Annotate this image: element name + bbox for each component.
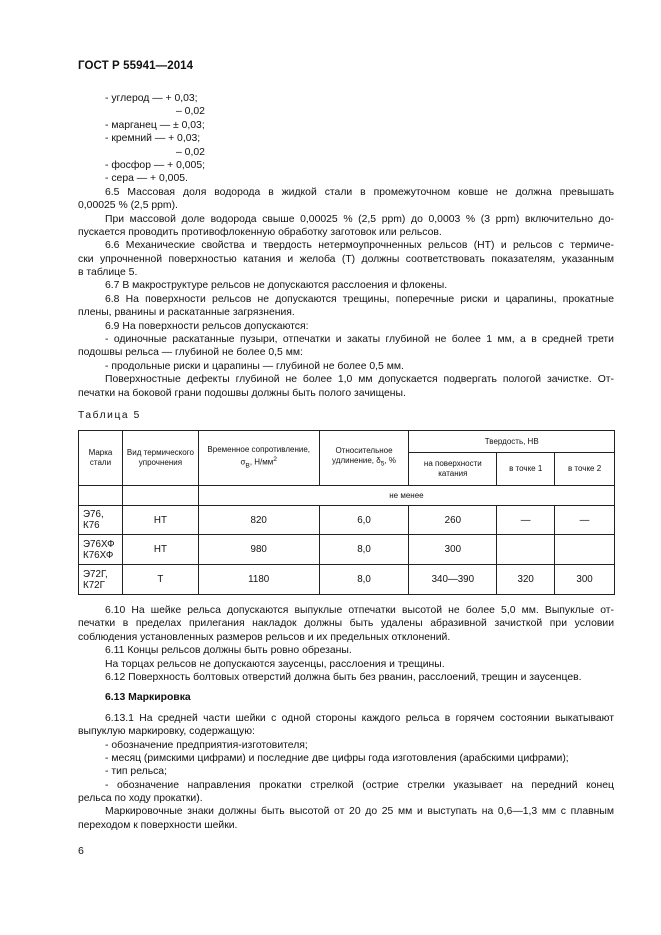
table-row [79, 506, 615, 535]
text-line: - фосфор — + 0,005; [105, 159, 205, 171]
text-line: На торцах рельсов не допускаются заусенцы, расслоения и трещины. [105, 658, 445, 670]
list-item: - обозначение направления прокатки стрелкой (острие стрелки указывает на передний конец [105, 779, 614, 791]
text-line: пускается проводить противофлокенную обработку заготовок или рельсов. [78, 226, 442, 238]
cell-strength: 980 [198, 535, 319, 565]
text-line: - продольные риски и царапины — глубиной не более 0,5 мм. [105, 360, 404, 372]
header-surface: на поверхности катания [409, 453, 497, 486]
header-strength: Временное сопротивление, $\sigma_В$, $Н/мм^2$ [198, 431, 319, 486]
paragraph-6-8: 6.8 На поверхности рельсов не допускаются трещины, поперечные риски и царапины, прокатные [105, 293, 614, 305]
text-line: рельса по ходу прокатки). [78, 793, 203, 805]
paragraph-6-12: 6.12 Поверхность болтовых отверстий должна быть без рванин, расслоений, трещин и заусенцев. [105, 671, 582, 683]
text-line: переходом к поверхности шейки. [78, 819, 238, 831]
cell-surface: 340—390 [409, 565, 497, 595]
text-line: печатки на боковой грани подошвы должны быть полого зачищены. [78, 387, 406, 399]
paragraph-6-6: 6.6 Механические свойства и твердость нетермоупрочненных рельсов (НТ) и рельсов с термиче- [105, 240, 614, 252]
paragraph-6-13-1: 6.13.1 На средней части шейки с одной стороны каждого рельса в горячем состоянии выкатывают [105, 712, 614, 724]
cell-point-1: — [497, 506, 555, 535]
table-row [79, 535, 615, 565]
table-row [79, 565, 615, 595]
section-title-6-13: 6.13 Маркировка [105, 692, 191, 704]
header-point-2: в точке 2 [555, 453, 615, 486]
header-not-less: не менее [198, 486, 614, 506]
text-line: плены, рванины и раскатанные загрязнения. [78, 307, 295, 319]
text-line: Поверхностные дефекты глубиной не более 1,0 мм допускается подвергать пологой зачистке. От- [105, 374, 614, 386]
text-line: - кремний — + 0,03; [105, 133, 201, 145]
header-point-1: в точке 1 [497, 453, 555, 486]
document-header: ГОСТ Р 55941—2014 [78, 60, 194, 72]
page-number: 6 [78, 845, 84, 857]
cell-point-1: 320 [497, 565, 555, 595]
text-line: – 0,02 [176, 106, 205, 118]
cell-elongation: 6,0 [319, 506, 409, 535]
list-item: - обозначение предприятия-изготовителя; [105, 739, 308, 751]
text-line: подошвы рельса — глубиной не более 0,5 мм: [78, 347, 303, 359]
cell-point-2: 300 [555, 565, 615, 595]
cell-treatment: НТ [122, 535, 198, 565]
header-treatment: Вид термического упрочнения [122, 431, 198, 486]
text-line: соблюдения установленных размеров рельсов и их предельных отклонений. [78, 631, 451, 643]
text-line: Маркировочные знаки должны быть высотой от 20 до 25 мм и выступать на 0,6—1,3 мм с плавным [105, 806, 614, 818]
cell-surface: 260 [409, 506, 497, 535]
cell-point-2: — [555, 506, 615, 535]
header-hardness: Твердость, НВ [409, 431, 615, 453]
text-line: выпуклую маркировку, содержащую: [78, 726, 255, 738]
paragraph-6-10: 6.10 На шейке рельса допускаются выпуклые отпечатки высотой не более 5,0 мм. Выпуклые от- [105, 605, 614, 616]
cell-elongation: 8,0 [319, 565, 409, 595]
cell-grade: Э76, К76 [79, 506, 123, 535]
header-grade: Марка стали [79, 431, 123, 486]
cell-grade: Э72Г, К72Г [79, 565, 123, 595]
text-line: 0,00025 % (2,5 ppm). [78, 200, 178, 212]
cell-strength: 820 [198, 506, 319, 535]
paragraph-6-7: 6.7 В макроструктуре рельсов не допускаются расслоения и флокены. [105, 280, 448, 292]
cell-elongation: 8,0 [319, 535, 409, 565]
cell-point-1 [497, 535, 555, 565]
text-line: ски упрочненной поверхностью катания и желоба (Т) должны соответствовать показателям, указанным [78, 253, 614, 265]
table-5 [78, 430, 615, 595]
text-line: - сера — + 0,005. [105, 173, 188, 185]
cell-strength: 1180 [198, 565, 319, 595]
paragraph-6-9: 6.9 На поверхности рельсов допускаются: [105, 320, 309, 332]
paragraph-6-5: 6.5 Массовая доля водорода в жидкой стали в промежуточном ковше не должна превышать [105, 186, 614, 198]
list-item: - месяц (римскими цифрами) и последние две цифры года изготовления (арабскими цифрами); [105, 752, 569, 764]
text-block-top [78, 92, 614, 400]
cell-treatment: Т [122, 565, 198, 595]
cell-surface: 300 [409, 535, 497, 565]
text-block-bottom [78, 604, 614, 832]
text-line: – 0,02 [176, 146, 205, 158]
paragraph-6-11: 6.11 Концы рельсов должны быть ровно обрезаны. [105, 645, 352, 657]
text-line: При массовой доле водорода свыше 0,00025 % (2,5 ppm) до 0,0003 % (3 ppm) включительно до- [105, 213, 614, 225]
text-line: - углерод — + 0,03; [105, 93, 198, 104]
list-item: - тип рельса; [105, 766, 167, 778]
text-line: в таблице 5. [78, 267, 138, 279]
header-elongation: Относительное удлинение, $\delta_5$, % [319, 431, 409, 486]
table-caption: Таблица 5 [78, 410, 141, 421]
text-line: - марганец — ± 0,03; [105, 119, 205, 131]
text-line: печатки в пределах прилегания накладок должны быть удалены абразивной зачисткой при условии [78, 618, 614, 630]
cell-point-2 [555, 535, 615, 565]
cell-grade: Э76ХФ К76ХФ [79, 535, 123, 565]
cell-treatment: НТ [122, 506, 198, 535]
text-line: - одиночные раскатанные пузыри, отпечатки и закаты глубиной не более 1 мм, а в средней трети [105, 334, 614, 346]
